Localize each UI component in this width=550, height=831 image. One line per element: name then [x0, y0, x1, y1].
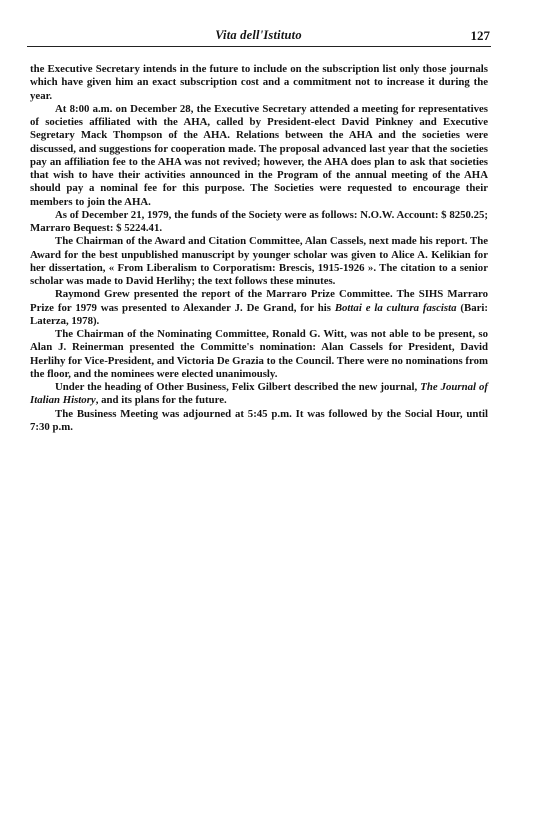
paragraph	[30, 103, 488, 209]
paragraph	[30, 288, 488, 328]
paragraph	[30, 209, 488, 236]
text-run: As of December 21, 1979, the funds of the Society were as follows: N.O.W. Account: $ 8250.25; Marraro Bequest: $ 5224.41.	[30, 208, 488, 234]
body-text	[30, 63, 488, 434]
header-rule	[27, 46, 491, 47]
text-run: Under the heading of Other Business, Felix Gilbert described the new journal,	[55, 381, 421, 393]
text-run: , and its plans for the future.	[95, 394, 227, 407]
italic-title: Bottai e la cultura fascista	[334, 301, 457, 314]
text-run: The Chairman of the Nominating Committee, Ronald G. Witt, was not able to be present, so Alan J. Reinerman presented the Committe's nomination: Alan Cassels for President, David Herlihy for Vice-President, and Victoria De Grazia to the Council. There were no nominations from the floor, and the nominees were elected unanimously.	[30, 328, 488, 380]
italic-title: The Journal of Italian History	[30, 381, 488, 407]
text-run: The Chairman of the Award and Citation Committee, Alan Cassels, next made his report. The Award for the best unpublished manuscript by younger scholar was given to Alice A. Kelikian for her dissertation, « From Liberalism to Corporatism: Brescis, 1915-1926 ». The citation to a senior scholar was made to David Herlihy; the text follows these minutes.	[30, 235, 488, 287]
running-head	[27, 28, 490, 46]
paragraph	[30, 235, 488, 288]
text-run: At 8:00 a.m. on December 28, the Executive Secretary attended a meeting for representatives of societies affiliated with the AHA, called by President-elect David Pinkney and Executive Segretary Mack Thompson of the AHA. Relations between the AHA and the societies were discussed, and suggestions for cooperation made. The proposal advanced last year that the societies pay an affiliation fee to the AHA was not revived; however, the AHA does plan to ask that societies that wish to have their activities announced in the Program of the annual meeting of the AHA should pay a nominal fee for this purpose. The Societies were requested to encourage their members to join the AHA.	[30, 102, 488, 208]
paragraph	[30, 381, 488, 408]
page-number: 127	[470, 28, 490, 43]
text-run: The Business Meeting was adjourned at 5:45 p.m. It was followed by the Social Hour, until 7:30 p.m.	[30, 407, 488, 433]
paragraph	[30, 63, 488, 103]
text-run: the Executive Secretary intends in the future to include on the subscription list only those journals which have given him an exact subscription cost and a commitment not to increase it during the year.	[30, 63, 488, 102]
text-run: Raymond Grew presented the report of the Marraro Prize Committee. The SIHS Marraro Prize for 1979 was presented to Alexander J. De Grand, for his	[30, 288, 488, 314]
paragraph	[30, 328, 488, 381]
running-title: Vita dell'Istituto	[215, 28, 302, 42]
text-run: (Bari: Laterza, 1978).	[30, 301, 488, 327]
paragraph	[30, 408, 488, 435]
